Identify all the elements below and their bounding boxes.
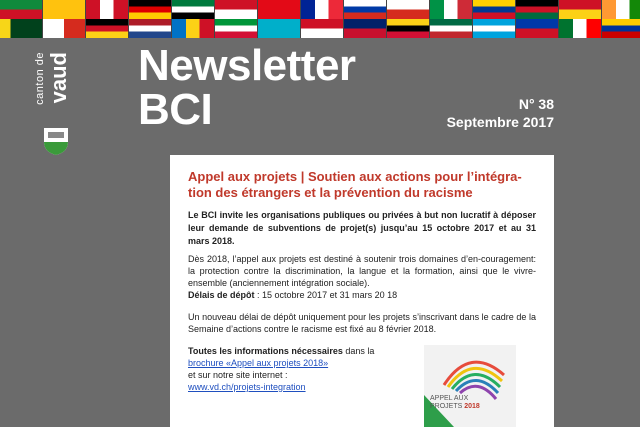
logo-text-canton: canton de [34, 52, 46, 105]
flag-icon [344, 0, 387, 19]
flag-icon [602, 19, 640, 38]
flag-icon [602, 0, 640, 19]
article-body-racism-week: Un nouveau délai de dépôt uniquement pour les projets s’inscrivant dans le cadre de la Semaine d’actions contre le racisme est fixé au 8 février 2018. [188, 312, 536, 334]
spacer [188, 301, 536, 311]
site-text: et sur notre site internet : [188, 370, 288, 380]
flags-row-bottom [0, 19, 640, 38]
title-line-bci: BCI [138, 85, 213, 134]
flag-icon [301, 0, 344, 19]
article-body-domains: Dès 2018, l’appel aux projets est destiné à soutenir trois domaines d’en-couragement: la protection contre la discrimination, la langue et la formation, ainsi que le vivre-ensemble (anciennement intégration sociale). [188, 254, 536, 288]
flag-icon [43, 0, 86, 19]
flag-icon [43, 19, 86, 38]
flag-icon [215, 0, 258, 19]
flags-banner [0, 0, 640, 38]
flag-icon [86, 19, 129, 38]
flag-icon [387, 0, 430, 19]
flag-icon [473, 0, 516, 19]
article-headline: Appel aux projets | Soutien aux actions pour l’intégra-tion des étrangers et la prévention du racisme [188, 169, 522, 200]
vaud-shield-icon [42, 126, 70, 156]
logo-text-vaud: vaud [46, 52, 71, 104]
flag-icon [129, 0, 172, 19]
flag-icon [129, 19, 172, 38]
info-label: Toutes les informations nécessaires [188, 346, 343, 356]
info-in: dans la [342, 346, 375, 356]
issue-info [447, 95, 554, 131]
title-line-newsletter: Newsletter [138, 41, 356, 90]
article-deadlines [188, 289, 536, 301]
flag-icon [172, 19, 215, 38]
deadline-text: : 15 octobre 2017 et 31 mars 20 18 [254, 290, 398, 300]
flag-icon [516, 0, 559, 19]
flag-icon [559, 0, 602, 19]
article-card [170, 155, 554, 427]
flag-icon [473, 19, 516, 38]
newsletter-title [138, 41, 356, 134]
flag-icon [430, 19, 473, 38]
issue-date: Septembre 2017 [446, 114, 554, 130]
cover-title-line1: APPEL AUX [430, 395, 469, 402]
issue-number: N° 38 [518, 96, 554, 112]
flag-icon [215, 19, 258, 38]
spacer [188, 335, 536, 345]
brochure-cover-thumbnail[interactable] [424, 345, 516, 427]
flags-row-top [0, 0, 640, 19]
brochure-link[interactable]: brochure «Appel aux projets 2018» [188, 358, 329, 368]
cover-title-line2: PROJETS [430, 403, 463, 410]
flag-icon [86, 0, 129, 19]
article-lead: Le BCI invite les organisations publiques ou privées à but non lucratif à déposer leur demande de subventions de projet(s) jusqu’au 15 octobre 2017 et au 31 mars 2018. [188, 210, 536, 246]
canton-de-vaud-logo [34, 52, 74, 152]
deadline-label: Délais de dépôt [188, 290, 255, 300]
flag-icon [559, 19, 602, 38]
flag-icon [0, 19, 43, 38]
flag-icon [301, 19, 344, 38]
cover-title [430, 395, 480, 411]
flag-icon [258, 19, 301, 38]
flag-icon [0, 0, 43, 19]
flag-icon [172, 0, 215, 19]
flag-icon [516, 19, 559, 38]
cover-art-icon [424, 345, 516, 427]
cover-year: 2018 [464, 403, 480, 410]
flag-icon [344, 19, 387, 38]
website-link[interactable]: www.vd.ch/projets-integration [188, 382, 306, 392]
flag-icon [387, 19, 430, 38]
flag-icon [258, 0, 301, 19]
flag-icon [430, 0, 473, 19]
